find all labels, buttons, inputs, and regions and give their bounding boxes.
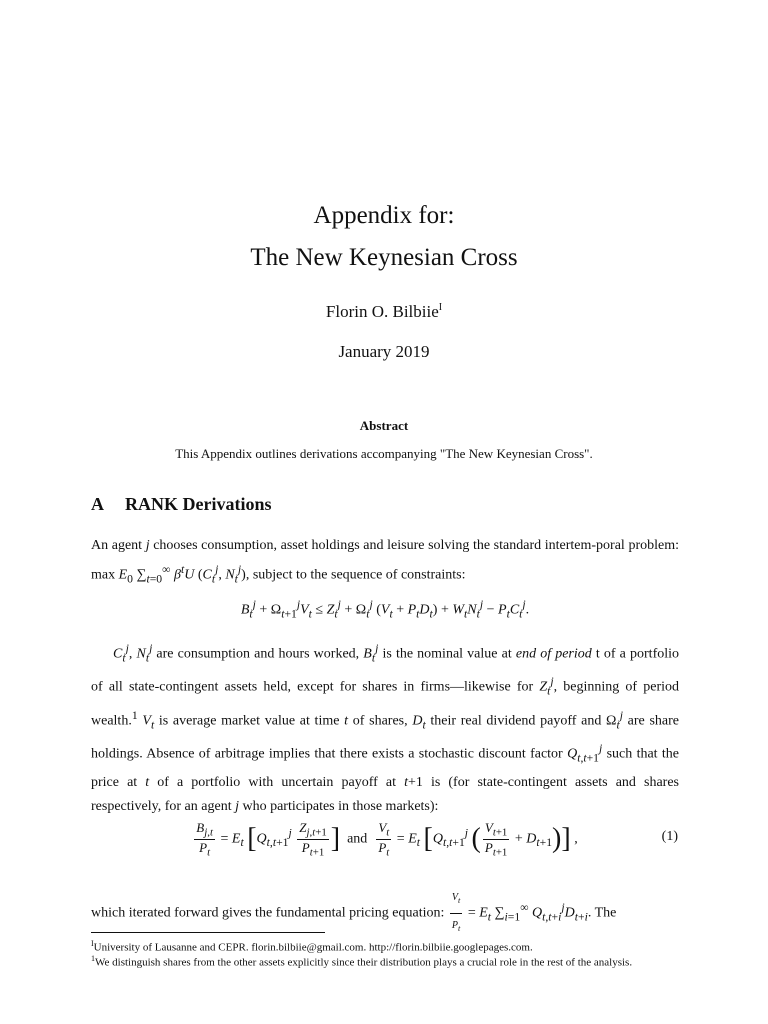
paragraph-3: which iterated forward gives the fundamental pricing equation: $\frac{V_t}{P_t}$ = $E_t$ $\sum_{i=1}^\infty$ $Q_{t,t+i}^jD_{t+i}$. The bbox=[91, 886, 679, 941]
title-line-2: The New Keynesian Cross bbox=[250, 244, 518, 271]
abstract-heading: Abstract bbox=[359, 418, 409, 433]
section-title: RANK Derivations bbox=[125, 494, 272, 514]
footnote-rule bbox=[91, 932, 325, 933]
abstract-text: This Appendix outlines derivations accompanying "The New Keynesian Cross". bbox=[175, 446, 593, 461]
paragraph-1: An agent j chooses consumption, asset holdings and leisure solving the standard intertem-poral problem: $\max E_0$ $\sum_{t=0}^\infty$ $\beta^tU$ ($C_t^j$, $N_t^j$), subject to the sequence of constraints: bbox=[91, 538, 679, 586]
emphasis-end-of-period: end of period bbox=[515, 646, 592, 662]
title-line-1: Appendix for: bbox=[313, 202, 455, 229]
author-footnote-mark[interactable]: I bbox=[438, 302, 443, 313]
footnote-1-text: We distinguish shares from the other assets explicitly since their distribution plays a crucial role in the rest of the analysis. bbox=[95, 956, 633, 969]
budget-constraint-equation: $B_t^j + \Omega_{t+1}^jV_t \le Z_t^j + \Omega_t^j$ $(V_t + P_tD_t) + W_tN_t^j - P_tC_t^j$. bbox=[240, 598, 530, 621]
footnote-1-number: 1 bbox=[91, 954, 95, 963]
equation-number: (1) bbox=[661, 829, 678, 844]
footnote-1-mark[interactable]: 1 bbox=[131, 708, 138, 722]
section-number: A bbox=[91, 494, 104, 514]
footnote-1 bbox=[91, 951, 681, 971]
paragraph-2: $C_t^j$, $N_t^j$ are consumption and hours worked, $B_t^j$ is the nominal value at end of period t of a portfolio of all state-contingent assets held, except for shares in firms—likewise for $Z_t^j$, beginning of period wealth.$^1$ $V_t$ is average market value at time t of shares, $D_t$ their real dividend payoff and $\Omega_t^j$ are share holdings. Absence of arbitrage implies that there exists a stochastic discount factor $Q_{t,t+1}^j$ such that the price at t of a portfolio with uncertain payoff at t+1 is (for state-contingent assets and shares respectively, for an agent j who participates in those markets): bbox=[91, 642, 680, 814]
section-heading bbox=[91, 494, 272, 515]
author bbox=[0, 302, 768, 322]
equation-connector: and bbox=[347, 831, 368, 847]
author-name: Florin O. Bilbiie bbox=[325, 302, 439, 321]
date: January 2019 bbox=[338, 342, 430, 361]
footnote-affiliation-text[interactable]: University of Lausanne and CEPR. florin.bilbiie@gmail.com. http://florin.bilbiie.googlepages.com. bbox=[93, 941, 533, 954]
asset-pricing-equation: $\frac{B_{j,t}}{P_t}$ = $E_t$ [$Q_{t,t+1}^j$ $\frac{Z_{j,t+1}}{P_{t+1}}$ ] and $\frac{V_t}{P_t}$ = $E_t$ [$Q_{t,t+1}^j$ ( $\frac{V_{t+1}}{P_{t+1}}$ + $D_{t+1}$)] , bbox=[196, 820, 578, 859]
footnote-affiliation-mark: I bbox=[91, 939, 94, 948]
